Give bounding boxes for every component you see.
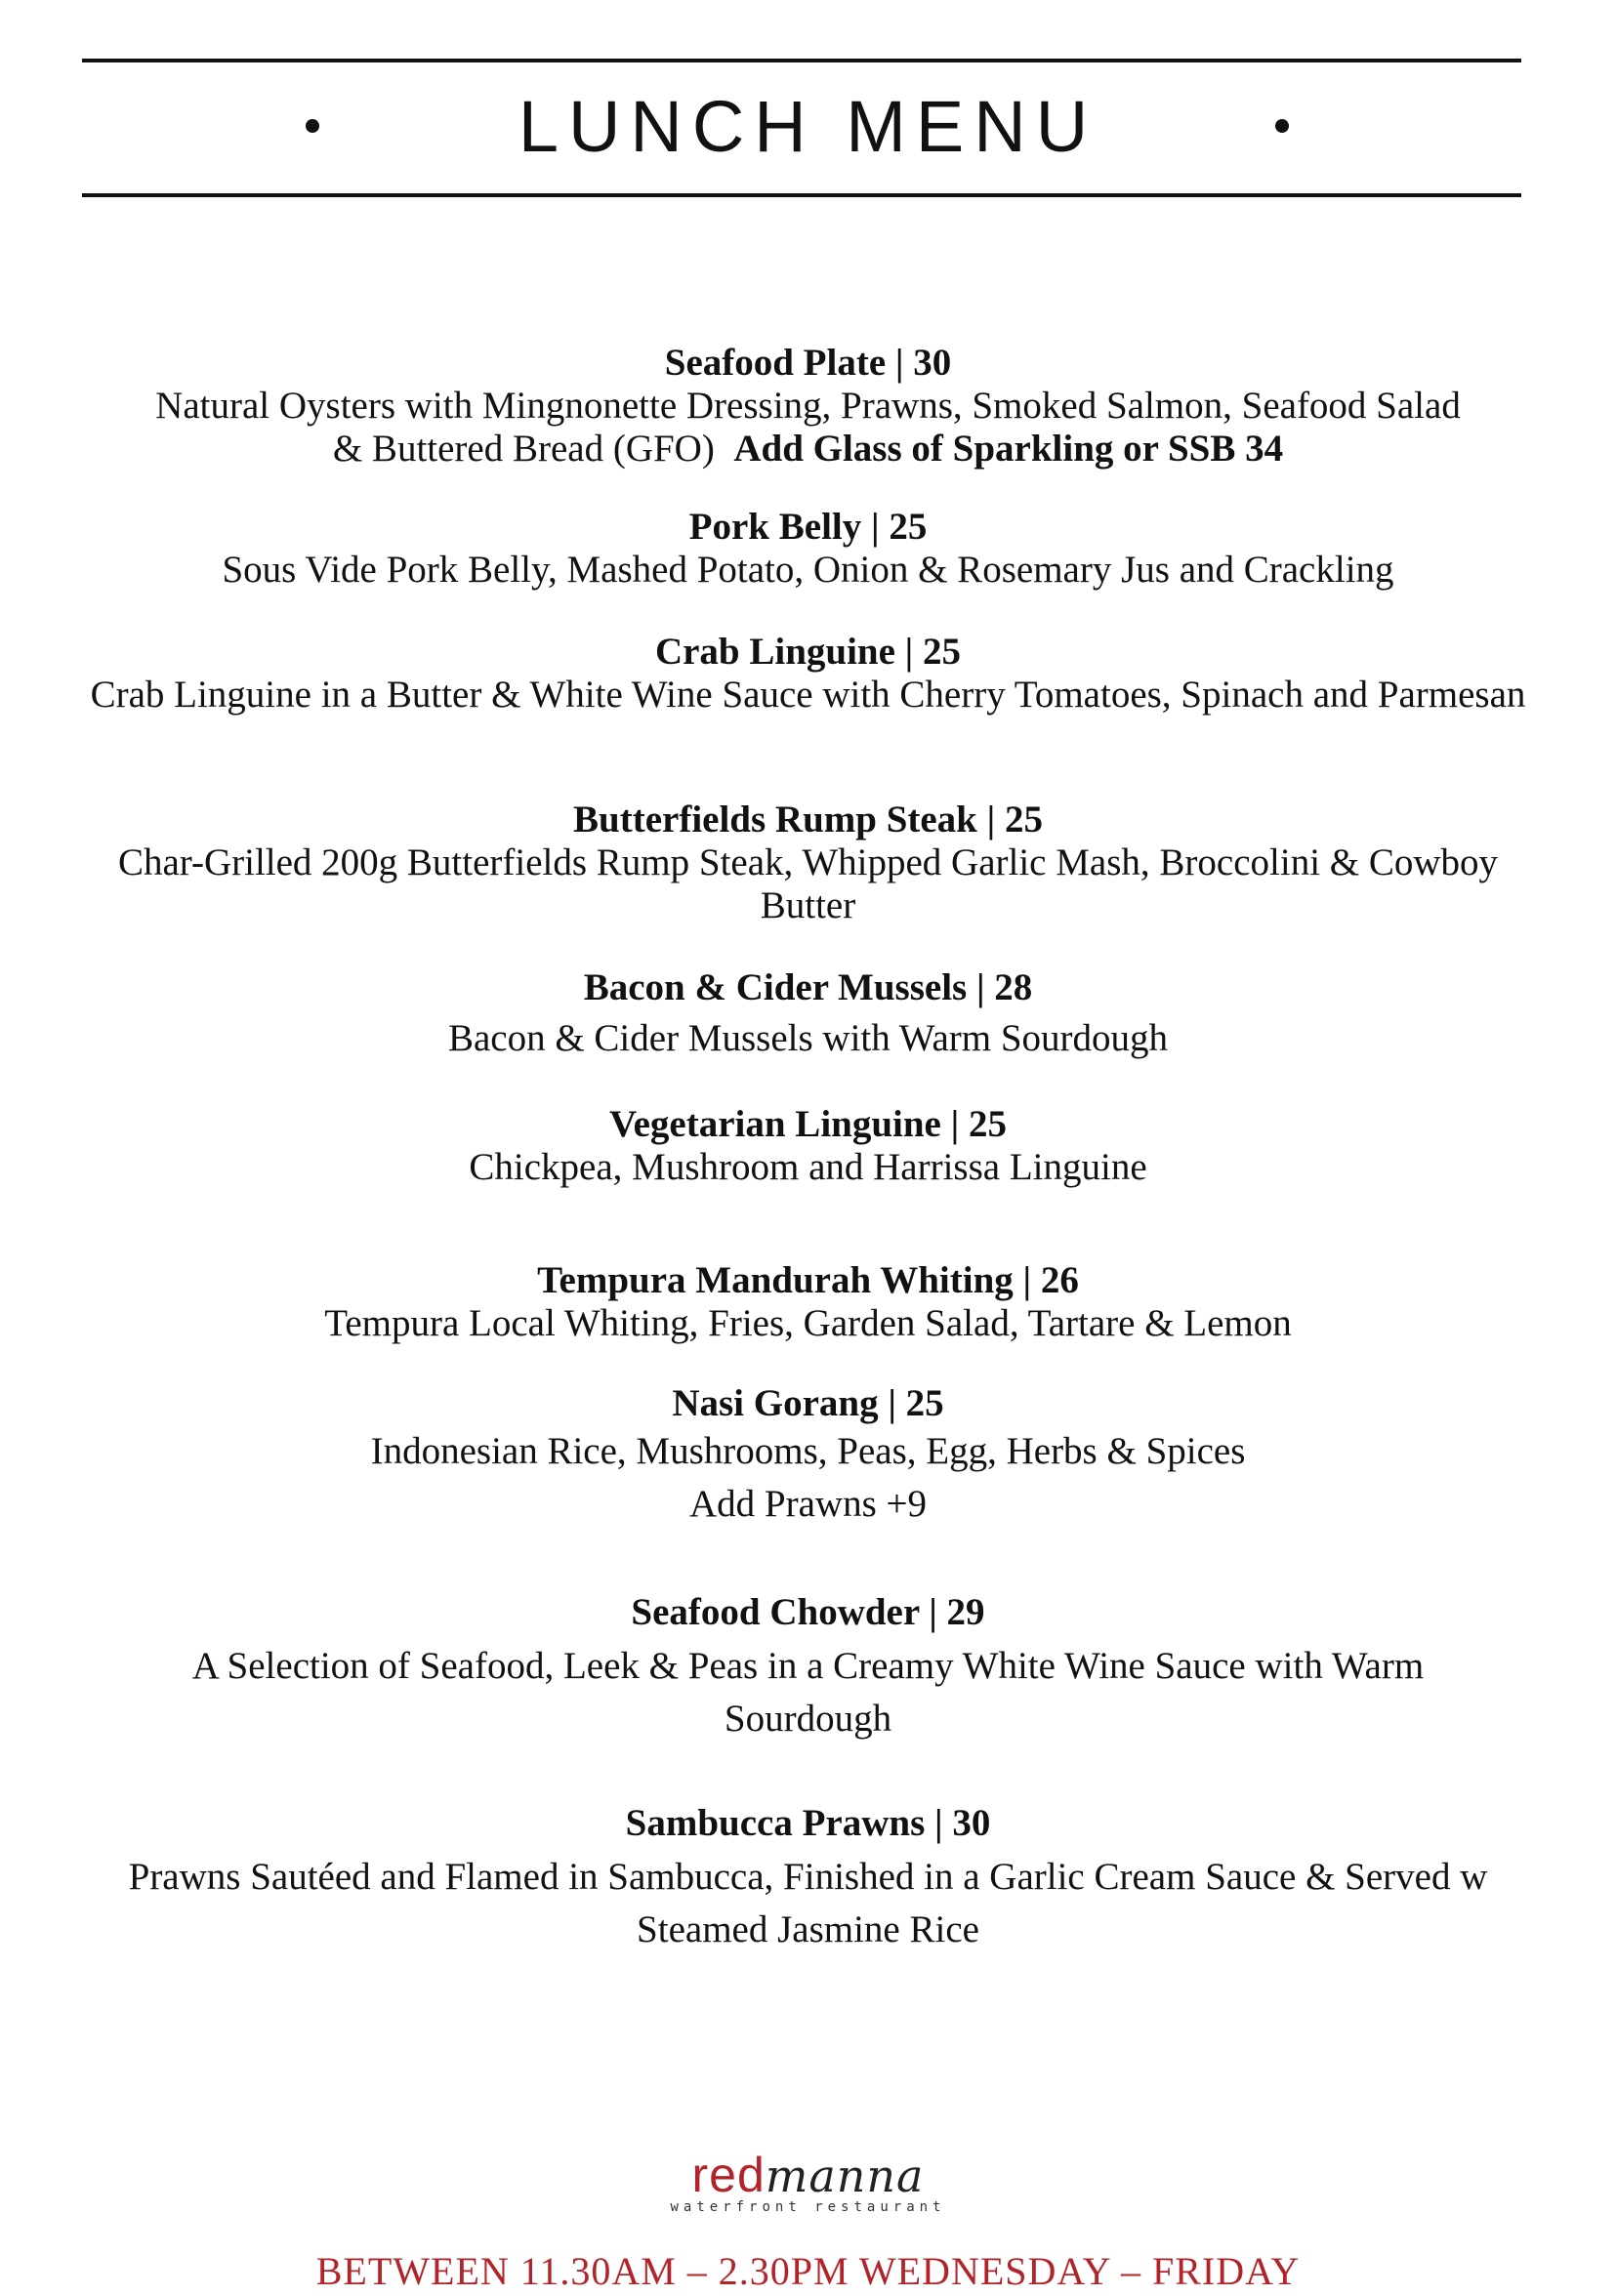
menu-item-name: Butterfields Rump Steak | 25 — [573, 799, 1043, 840]
restaurant-logo — [0, 2148, 1616, 2215]
menu-item-description: Indonesian Rice, Mushrooms, Peas, Egg, Herbs & Spices — [370, 1430, 1246, 1472]
menu-item-extra: Add Prawns +9 — [689, 1483, 927, 1525]
menu-item-description: Char-Grilled 200g Butterfields Rump Steak, Whipped Garlic Mash, Broccolini & Cowboy Butter — [117, 841, 1499, 926]
menu-item-description: Crab Linguine in a Butter & White Wine Sauce with Cherry Tomatoes, Spinach and Parmesan — [90, 674, 1526, 716]
menu-item-seafood-chowder — [49, 1591, 1567, 1745]
menu-item-name: Tempura Mandurah Whiting | 26 — [537, 1259, 1079, 1301]
menu-item-description: A Selection of Seafood, Leek & Peas in a Creamy White Wine Sauce with Warm Sourdough — [191, 1645, 1425, 1740]
menu-item-name: Seafood Plate | 30 — [664, 342, 952, 384]
logo-tagline: waterfront restaurant — [670, 2199, 946, 2215]
menu-item-name: Vegetarian Linguine | 25 — [609, 1103, 1007, 1145]
menu-item-name: Crab Linguine | 25 — [654, 631, 962, 673]
menu-item-description: Sous Vide Pork Belly, Mashed Potato, Onion & Rosemary Jus and Crackling — [222, 549, 1394, 591]
menu-item-name: Seafood Chowder | 29 — [631, 1591, 985, 1633]
logo-red-text: red — [691, 2148, 766, 2202]
menu-item-name: Pork Belly | 25 — [688, 506, 928, 548]
menu-item-nasi-gorang — [49, 1382, 1567, 1531]
menu-item-description — [49, 385, 1567, 471]
menu-item-description-text: & Buttered Bread (GFO) — [332, 428, 715, 470]
menu-item-description: Prawns Sautéed and Flamed in Sambucca, Finished in a Garlic Cream Sauce & Served w Steamed Jasmine Rice — [128, 1856, 1488, 1950]
menu-item-tempura-whiting — [49, 1259, 1567, 1345]
menu-item-vegetarian-linguine — [49, 1103, 1567, 1189]
page-title: LUNCH MENU — [518, 86, 1098, 167]
right-bullet-dot — [1275, 119, 1289, 133]
serving-hours: BETWEEN 11.30AM – 2.30PM WEDNESDAY – FRIDAY — [315, 2249, 1301, 2293]
menu-item-mussels — [49, 966, 1567, 1060]
menu-item-addon: Add Glass of Sparkling or SSB 34 — [733, 428, 1284, 470]
menu-item-seafood-plate — [49, 342, 1567, 471]
menu-item-name: Sambucca Prawns | 30 — [625, 1802, 991, 1844]
bottom-rule — [82, 193, 1521, 197]
menu-item-description-line: Natural Oysters with Mingnonette Dressing, Prawns, Smoked Salmon, Seafood Salad — [155, 385, 1461, 427]
menu-item-pork-belly — [49, 506, 1567, 592]
menu-item-crab-linguine — [49, 631, 1567, 717]
menu-item-description: Chickpea, Mushroom and Harrissa Linguine — [469, 1146, 1147, 1188]
menu-item-sambucca-prawns — [49, 1802, 1567, 1956]
menu-item-description-line — [49, 428, 1567, 471]
menu-item-name: Bacon & Cider Mussels | 28 — [583, 966, 1033, 1008]
top-rule — [82, 59, 1521, 62]
logo-script-text: manna — [765, 2150, 925, 2202]
menu-item-description: Tempura Local Whiting, Fries, Garden Salad, Tartare & Lemon — [324, 1302, 1292, 1344]
menu-item-rump-steak — [49, 799, 1567, 927]
menu-item-name: Nasi Gorang | 25 — [672, 1382, 944, 1424]
menu-item-description: Bacon & Cider Mussels with Warm Sourdough — [447, 1017, 1169, 1059]
